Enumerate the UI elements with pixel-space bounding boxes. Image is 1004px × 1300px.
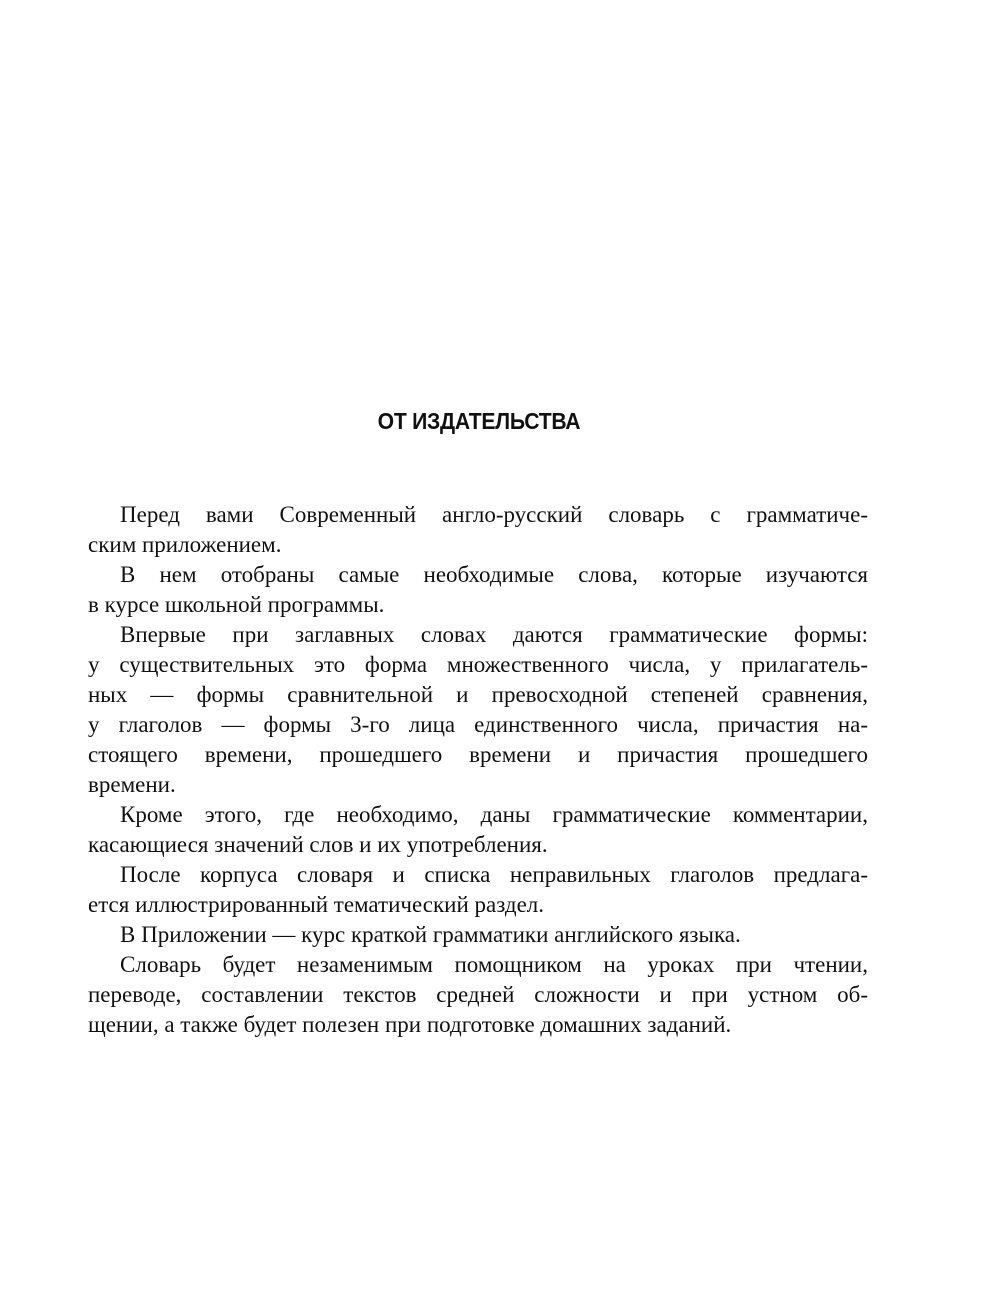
text-line: ским приложением. xyxy=(88,532,282,557)
text-line: В нем отобраны самые необходимые слова, которые изучаются xyxy=(120,562,868,587)
text-line: в курсе школьной программы. xyxy=(88,592,385,617)
text-line: ных — формы сравнительной и превосходной степеней сравнения, xyxy=(88,682,868,707)
document-body xyxy=(88,500,868,1040)
paragraph xyxy=(88,800,868,860)
text-line: у глаголов — формы 3-го лица единственного числа, причастия на- xyxy=(88,712,868,737)
paragraph xyxy=(88,560,868,620)
page-title: ОТ ИЗДАТЕЛЬСТВА xyxy=(377,408,581,434)
text-line: времени. xyxy=(88,772,176,797)
paragraph xyxy=(88,500,868,560)
text-line: переводе, составлении текстов средней сложности и при устном об- xyxy=(88,982,868,1007)
text-line: у существительных это форма множественного числа, у прилагатель- xyxy=(88,652,868,677)
paragraph xyxy=(88,620,868,800)
paragraph xyxy=(88,920,868,950)
text-line: щении, а также будет полезен при подготовке домашних заданий. xyxy=(88,1012,732,1037)
text-line: В Приложении — курс краткой грамматики английского языка. xyxy=(120,922,741,947)
text-line: Перед вами Современный англо-русский словарь с грамматиче- xyxy=(120,502,868,527)
text-line: стоящего времени, прошедшего времени и причастия прошедшего xyxy=(88,742,868,767)
text-line: ется иллюстрированный тематический раздел. xyxy=(88,892,545,917)
paragraph xyxy=(88,860,868,920)
text-line: После корпуса словаря и списка неправильных глаголов предлага- xyxy=(120,862,868,887)
text-line: касающиеся значений слов и их употребления. xyxy=(88,832,548,857)
text-line: Впервые при заглавных словах даются грамматические формы: xyxy=(120,622,868,647)
text-line: Кроме этого, где необходимо, даны грамматические комментарии, xyxy=(120,802,868,827)
paragraph xyxy=(88,950,868,1040)
text-line: Словарь будет незаменимым помощником на уроках при чтении, xyxy=(120,952,868,977)
